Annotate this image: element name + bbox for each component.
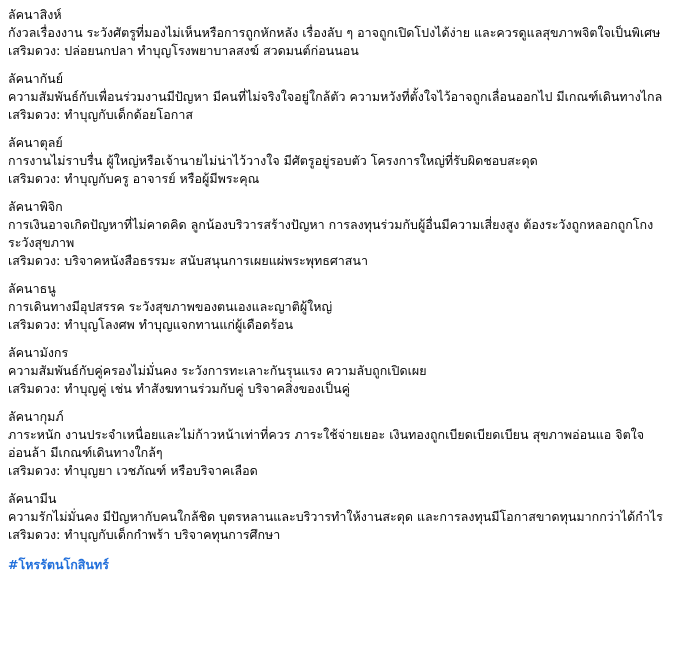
sign-description: การงานไม่ราบรื่น ผู้ใหญ่หรือเจ้านายไม่น่าไว้วางใจ มีศัตรูอยู่รอบตัว โครงการใหญ่ที่รับผิดชอบสะดุด bbox=[8, 153, 538, 168]
sign-remedy: เสริมดวง: ทำบุญกับครู อาจารย์ หรือผู้มีพระคุณ bbox=[8, 171, 260, 186]
sign-leo bbox=[8, 6, 666, 60]
hashtag-link[interactable]: #โหรรัตนโกสินทร์ bbox=[8, 557, 109, 572]
sign-description: ความรักไม่มั่นคง มีปัญหากับคนใกล้ชิด บุตรหลานและบริวารทำให้งานสะดุด และการลงทุนมีโอกาสขาดทุนมากกว่าได้กำไร bbox=[8, 509, 663, 524]
sign-title: ลัคนากันย์ bbox=[8, 71, 64, 86]
sign-description: ความสัมพันธ์กับคู่ครองไม่มั่นคง ระวังการทะเลาะกันรุนแรง ความลับถูกเปิดเผย bbox=[8, 363, 427, 378]
sign-title: ลัคนามีน bbox=[8, 491, 57, 506]
sign-remedy: เสริมดวง: ทำบุญคู่ เช่น ทำสังฆทานร่วมกับคู่ บริจาคสิ่งของเป็นคู่ bbox=[8, 381, 350, 396]
sign-pisces bbox=[8, 490, 666, 544]
sign-title: ลัคนาตุลย์ bbox=[8, 135, 63, 150]
sign-remedy: เสริมดวง: บริจาคหนังสือธรรมะ สนับสนุนการเผยแผ่พระพุทธศาสนา bbox=[8, 253, 368, 268]
sign-sagittarius bbox=[8, 280, 666, 334]
sign-capricorn bbox=[8, 344, 666, 398]
sign-aquarius bbox=[8, 408, 666, 480]
sign-scorpio bbox=[8, 198, 666, 270]
sign-remedy: เสริมดวง: ทำบุญกับเด็กกำพร้า บริจาคทุนการศึกษา bbox=[8, 527, 281, 542]
sign-remedy: เสริมดวง: ทำบุญโลงศพ ทำบุญแจกทานแก่ผู้เดือดร้อน bbox=[8, 317, 294, 332]
sign-description: การเดินทางมีอุปสรรค ระวังสุขภาพของตนเองและญาติผู้ใหญ่ bbox=[8, 299, 333, 314]
sign-title: ลัคนาพิจิก bbox=[8, 199, 63, 214]
sign-remedy: เสริมดวง: ทำบุญกับเด็กด้อยโอกาส bbox=[8, 107, 193, 122]
sign-description: กังวลเรื่องงาน ระวังศัตรูที่มองไม่เห็นหรือการถูกหักหลัง เรื่องลับ ๆ อาจถูกเปิดโปงได้ง่าย และควรดูแลสุขภาพจิตใจเป็นพิเศษ bbox=[8, 25, 661, 40]
sign-description: การเงินอาจเกิดปัญหาที่ไม่คาดคิด ลูกน้องบริวารสร้างปัญหา การลงทุนร่วมกับผู้อื่นมีความเสี่ยงสูง ต้องระวังถูกหลอกถูกโกง ระวังสุขภาพ bbox=[8, 217, 654, 250]
sign-title: ลัคนากุมภ์ bbox=[8, 409, 64, 424]
sign-description: ความสัมพันธ์กับเพื่อนร่วมงานมีปัญหา มีคนที่ไม่จริงใจอยู่ใกล้ตัว ความหวังที่ตั้งใจไว้อาจถูกเลื่อนออกไป มีเกณฑ์เดินทางไกล bbox=[8, 89, 663, 104]
sign-remedy: เสริมดวง: ทำบุญยา เวชภัณฑ์ หรือบริจาคเลือด bbox=[8, 463, 258, 478]
sign-title: ลัคนาธนู bbox=[8, 281, 56, 296]
sign-description: ภาระหนัก งานประจำเหนื่อยและไม่ก้าวหน้าเท่าที่ควร ภาระใช้จ่ายเยอะ เงินทองถูกเบียดเบียดเบียน สุขภาพอ่อนแอ จิตใจอ่อนล้า มีเกณฑ์เดินทางใกล้ๆ bbox=[8, 427, 645, 460]
sign-title: ลัคนาสิงห์ bbox=[8, 7, 62, 22]
sign-libra bbox=[8, 134, 666, 188]
sign-title: ลัคนามังกร bbox=[8, 345, 69, 360]
sign-remedy: เสริมดวง: ปล่อยนกปลา ทำบุญโรงพยาบาลสงฆ์ สวดมนต์ก่อนนอน bbox=[8, 43, 359, 58]
sign-virgo bbox=[8, 70, 666, 124]
